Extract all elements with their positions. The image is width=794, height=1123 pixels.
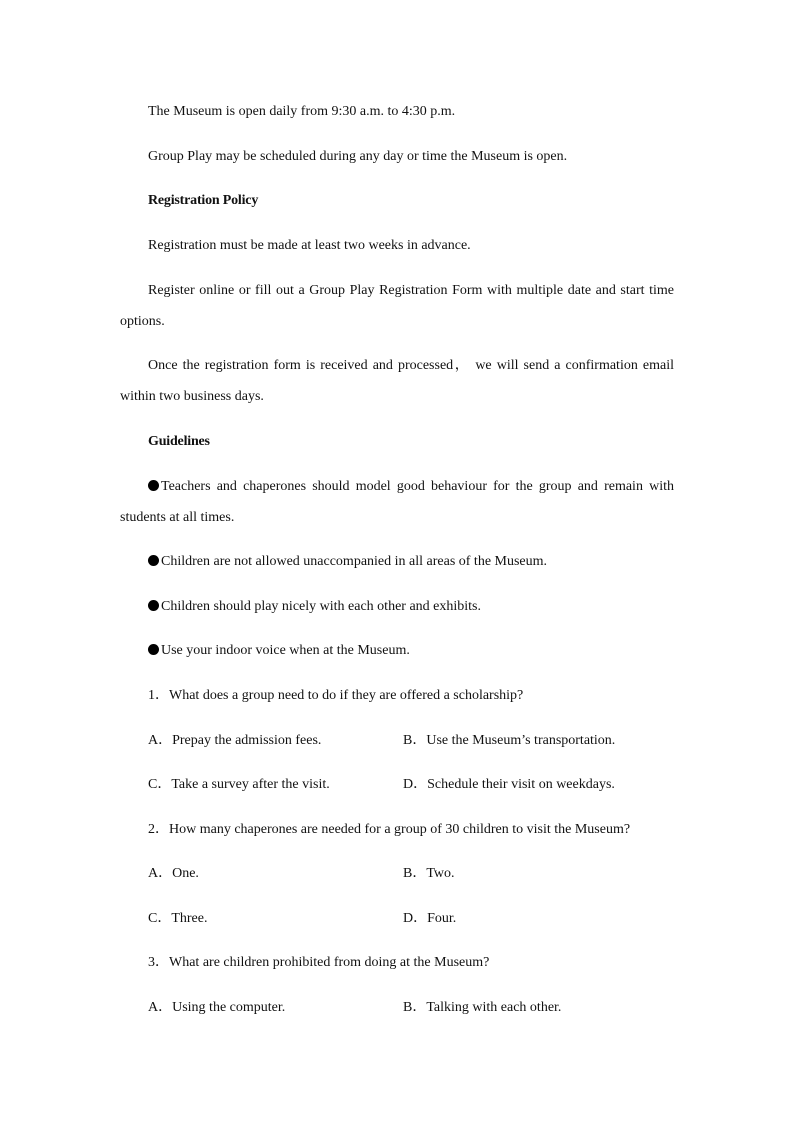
answer-option-b: B．Talking with each other. bbox=[403, 1000, 562, 1015]
confirmation-line2: within two business days. bbox=[120, 389, 264, 404]
answer-option-c: C．Three. bbox=[148, 911, 208, 926]
guideline-item bbox=[148, 554, 674, 570]
answer-option-c: C．Take a survey after the visit. bbox=[148, 777, 330, 792]
guideline-item bbox=[148, 479, 674, 495]
guideline-text: Teachers and chaperones should model good behaviour for the group and remain with bbox=[161, 479, 674, 494]
question-stem: 2．How many chaperones are needed for a group of 30 children to visit the Museum? bbox=[148, 822, 631, 837]
guideline-text: Children are not allowed unaccompanied in all areas of the Museum. bbox=[161, 554, 548, 569]
bullet-icon bbox=[148, 600, 159, 611]
guideline-item bbox=[148, 599, 674, 615]
register-online-line1: Register online or fill out a Group Play Registration Form with multiple date and start time bbox=[148, 283, 674, 298]
answer-option-d: D．Schedule their visit on weekdays. bbox=[403, 777, 615, 792]
bullet-icon bbox=[148, 644, 159, 655]
answer-option-d: D．Four. bbox=[403, 911, 457, 926]
museum-hours-text: The Museum is open daily from 9:30 a.m. to 4:30 p.m. bbox=[148, 104, 456, 119]
registration-advance-text: Registration must be made at least two weeks in advance. bbox=[148, 238, 471, 253]
answer-option-b: B．Use the Museum’s transportation. bbox=[403, 733, 616, 748]
answer-option-a: A．Prepay the admission fees. bbox=[148, 733, 322, 748]
question-stem: 3．What are children prohibited from doing at the Museum? bbox=[148, 955, 490, 970]
answer-option-b: B．Two. bbox=[403, 866, 455, 881]
confirmation-line1: Once the registration form is received and processed， we will send a confirmation email bbox=[148, 358, 674, 373]
guideline-item bbox=[148, 643, 674, 659]
answer-option-a: A．Using the computer. bbox=[148, 1000, 286, 1015]
registration-heading: Registration Policy bbox=[148, 193, 259, 208]
group-play-text: Group Play may be scheduled during any day or time the Museum is open. bbox=[148, 149, 568, 164]
guidelines-heading: Guidelines bbox=[148, 434, 210, 449]
guideline-item-continued: students at all times. bbox=[120, 510, 235, 525]
register-online-line2: options. bbox=[120, 314, 165, 329]
question-stem: 1．What does a group need to do if they are offered a scholarship? bbox=[148, 688, 524, 703]
answer-option-a: A．One. bbox=[148, 866, 199, 881]
bullet-icon bbox=[148, 555, 159, 566]
bullet-icon bbox=[148, 480, 159, 491]
guideline-text: Use your indoor voice when at the Museum. bbox=[161, 643, 410, 658]
guideline-text: Children should play nicely with each other and exhibits. bbox=[161, 599, 481, 614]
